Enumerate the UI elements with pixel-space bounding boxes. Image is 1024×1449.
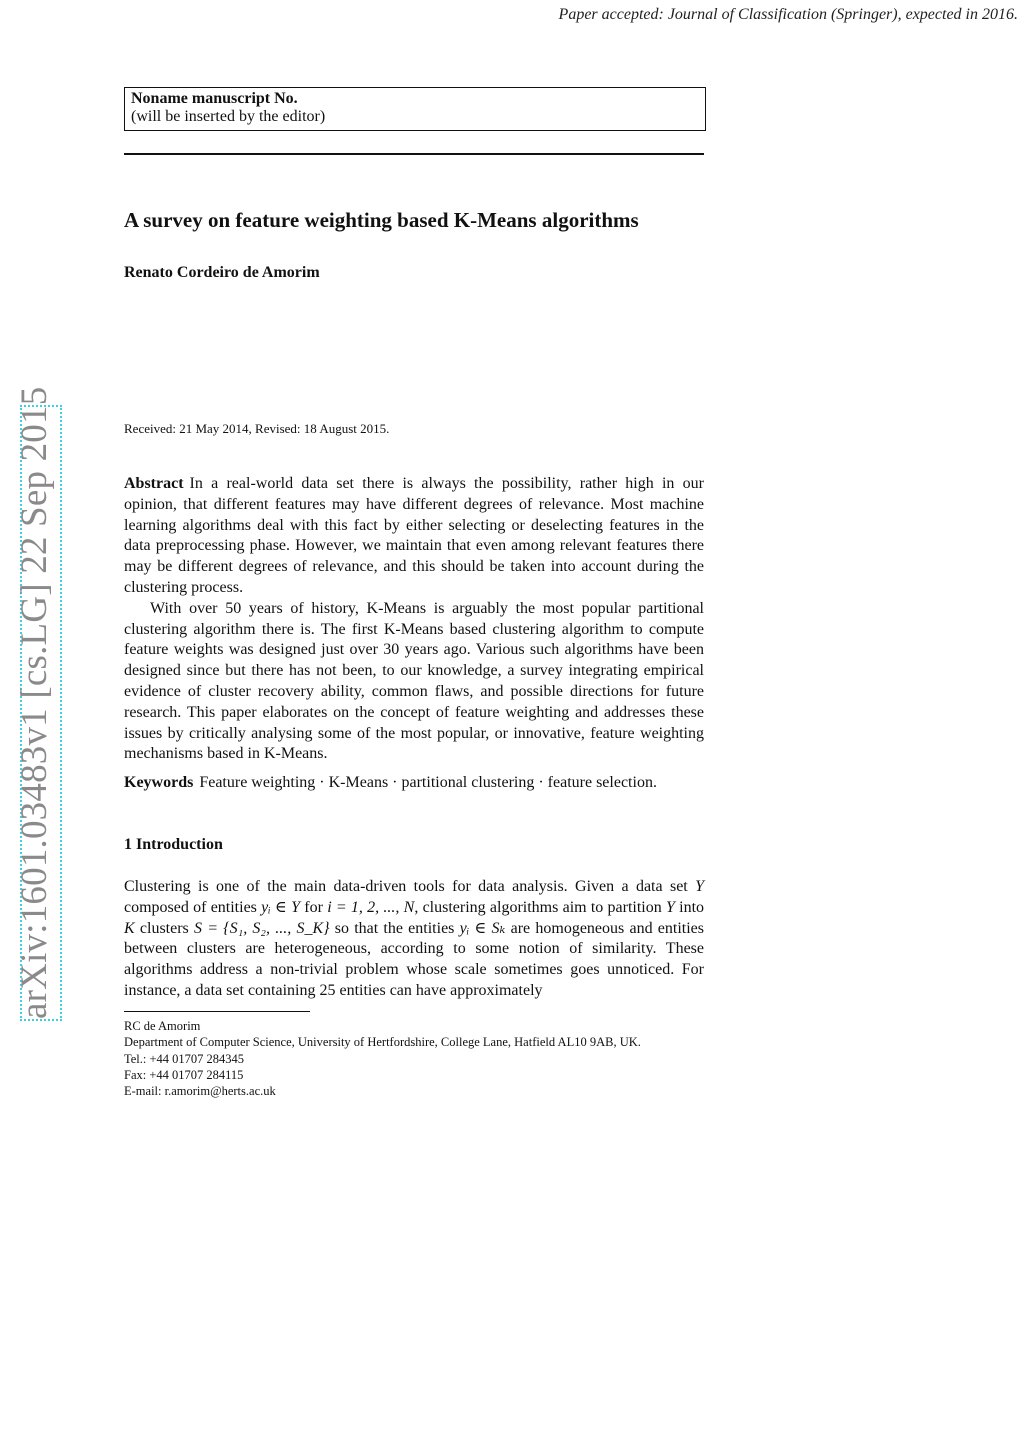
section-heading-introduction: 1 Introduction <box>124 836 223 853</box>
arxiv-identifier[interactable]: arXiv:1601.03483v1 [cs.LG] 22 Sep 2015 <box>14 386 55 1019</box>
manuscript-editor-note: (will be inserted by the editor) <box>131 108 326 125</box>
math-entity-membership: yᵢ ∈ Y <box>261 898 301 916</box>
author-footnote <box>124 1018 704 1099</box>
intro-text: clusters <box>134 919 194 937</box>
received-dates: Received: 21 May 2014, Revised: 18 August 2015. <box>124 421 390 436</box>
intro-text: composed of entities <box>124 898 262 916</box>
manuscript-number-label: Noname manuscript No. <box>131 90 298 107</box>
introduction-body <box>124 877 704 1002</box>
intro-text: into <box>674 898 705 916</box>
footnote-fax: Fax: +44 01707 284115 <box>124 1067 244 1082</box>
keywords-text: Feature weighting · K-Means · partitional clustering · feature selection. <box>199 774 657 791</box>
math-index-range: i = 1, 2, ..., N <box>327 898 415 916</box>
abstract-paragraph-1 <box>124 474 704 599</box>
paper-title: A survey on feature weighting based K-Means algorithms <box>124 208 639 232</box>
intro-text: , clustering algorithms aim to partition <box>414 898 666 916</box>
math-dataset-symbol: Y <box>665 898 675 916</box>
journal-acceptance-note: Paper accepted: Journal of Classification (Springer), expected in 2016. <box>558 6 1018 23</box>
abstract <box>124 474 704 765</box>
intro-text: Clustering is one of the main data-driven tools for data analysis. Given a data set <box>124 878 696 895</box>
footnote-affiliation: Department of Computer Science, University of Hertfordshire, College Lane, Hatfield AL10 9AB, UK. <box>124 1035 641 1050</box>
author-name: Renato Cordeiro de Amorim <box>124 264 320 281</box>
math-cluster-set: S = {S₁, S₂, ..., S_K} <box>194 919 330 937</box>
keywords-label: Keywords <box>124 774 194 791</box>
math-dataset-symbol: Y <box>695 878 704 895</box>
title-divider <box>124 153 704 155</box>
intro-text: for <box>300 898 328 916</box>
abstract-label: Abstract <box>124 475 184 492</box>
keywords <box>124 773 704 794</box>
intro-text: are homogeneous and entities between clusters are heterogeneous, according to some notion of similarity. These algorithms address a non-trivial problem whose scale sometimes goes unnoticed. For instance, a data set containing 25 entities can have approximately <box>124 919 705 999</box>
footnote-divider <box>124 1011 310 1012</box>
manuscript-number-box <box>124 87 706 131</box>
footnote-tel: Tel.: +44 01707 284345 <box>124 1051 245 1066</box>
introduction-paragraph <box>124 877 704 1002</box>
math-cluster-count: K <box>124 919 135 937</box>
footnote-name: RC de Amorim <box>124 1019 201 1033</box>
footnote-email[interactable]: E-mail: r.amorim@herts.ac.uk <box>124 1084 276 1099</box>
math-cluster-membership: yᵢ ∈ Sₖ <box>459 919 506 937</box>
abstract-paragraph-2: With over 50 years of history, K-Means is arguably the most popular partitional clustering algorithm there is. The first K-Means based clustering algorithm to compute feature weights was designed just over 30 years ago. Various such algorithms have been designed since but there has not been, to our knowledge, a survey integrating empirical evidence of cluster recovery ability, common flaws, and possible directions for future research. This paper elaborates on the concept of feature weighting and addresses these issues by critically analysing some of the most popular, or innovative, feature weighting mechanisms based in K-Means. <box>124 599 704 763</box>
intro-text: so that the entities <box>329 919 460 937</box>
abstract-text-1: In a real-world data set there is always the possibility, rather high in our opinion, that different features may have different degrees of relevance. Most machine learning algorithms deal with this fact by either selecting or deselecting features in the data preprocessing phase. However, we maintain that even among relevant features there may be different degrees of relevance, and this should be taken into account during the clustering process. <box>124 475 704 596</box>
